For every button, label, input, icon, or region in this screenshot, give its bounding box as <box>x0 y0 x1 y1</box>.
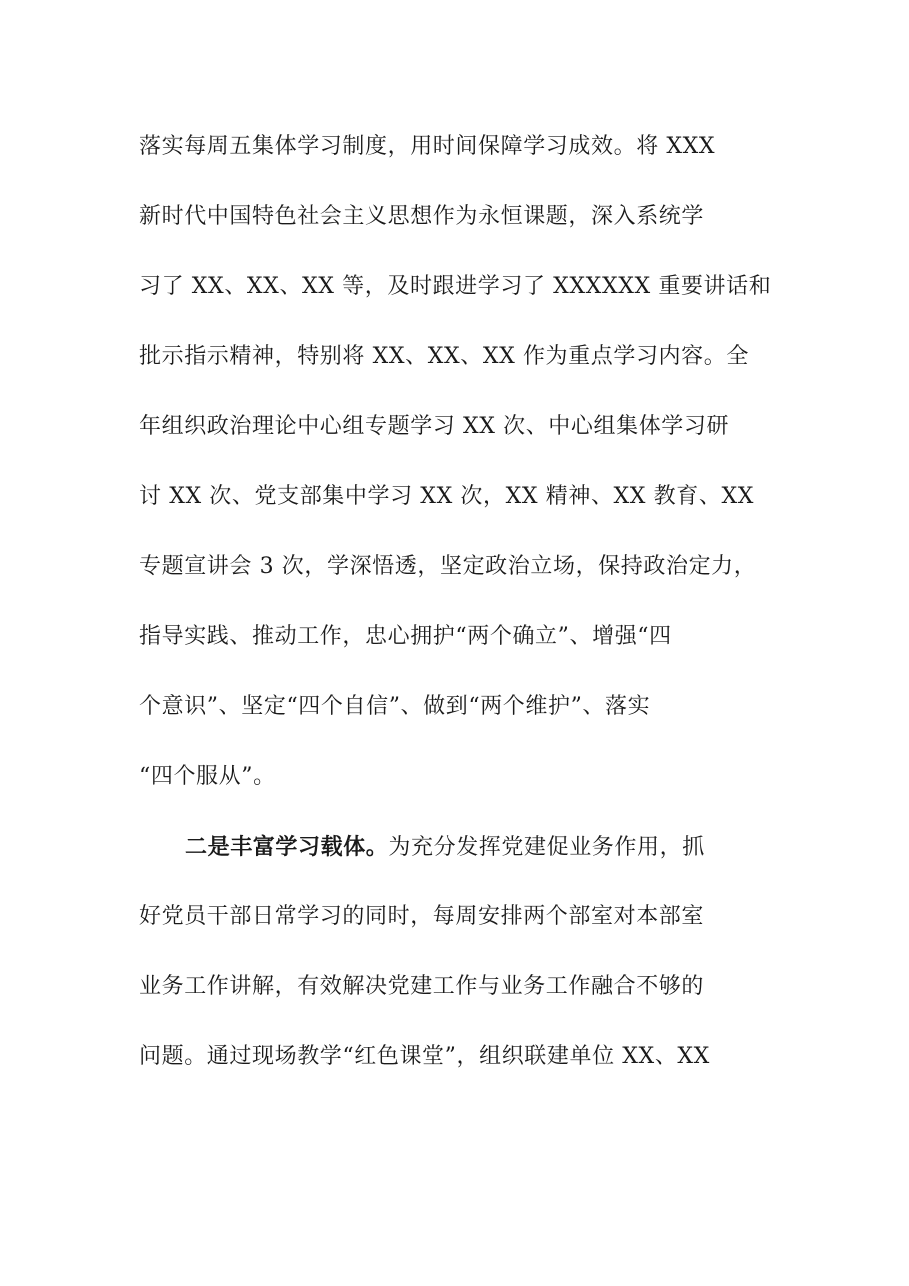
paragraph-heading: 二是丰富学习载体。 <box>185 834 389 860</box>
paragraph-line: 好党员干部日常学习的同时，每周安排两个部室对本部室 <box>139 904 705 929</box>
paragraph-line: 批示指示精神，特别将 XX、XX、XX 作为重点学习内容。全 <box>139 344 749 369</box>
paragraph-first-line-text: 为充分发挥党建促业务作用，抓 <box>388 835 705 860</box>
paragraph-2 <box>139 812 779 1092</box>
paragraph-line: 讨 XX 次、党支部集中学习 XX 次，XX 精神、XX 教育、XX <box>139 484 754 509</box>
paragraph-line: 落实每周五集体学习制度，用时间保障学习成效。将 XXX <box>139 134 716 159</box>
paragraph-line: 业务工作讲解，有效解决党建工作与业务工作融合不够的 <box>139 974 705 999</box>
paragraph-1 <box>139 112 779 812</box>
paragraph-line: 年组织政治理论中心组专题学习 XX 次、中心组集体学习研 <box>139 414 730 439</box>
paragraph-first-line <box>139 812 779 882</box>
document-body <box>139 112 779 1092</box>
paragraph-line: 指导实践、推动工作，忠心拥护“两个确立”、增强“四 <box>139 624 672 649</box>
paragraph-line: 专题宣讲会 3 次，学深悟透，坚定政治立场，保持政治定力， <box>139 554 757 579</box>
paragraph-line: 新时代中国特色社会主义思想作为永恒课题，深入系统学 <box>139 204 705 229</box>
paragraph-line: 习了 XX、XX、XX 等，及时跟进学习了 XXXXXX 重要讲话和 <box>139 274 772 299</box>
paragraph-line: 个意识”、坚定“四个自信”、做到“两个维护”、落实 <box>139 694 651 719</box>
paragraph-line: “四个服从”。 <box>139 764 276 789</box>
paragraph-line: 问题。通过现场教学“红色课堂”，组织联建单位 XX、XX <box>139 1044 710 1069</box>
